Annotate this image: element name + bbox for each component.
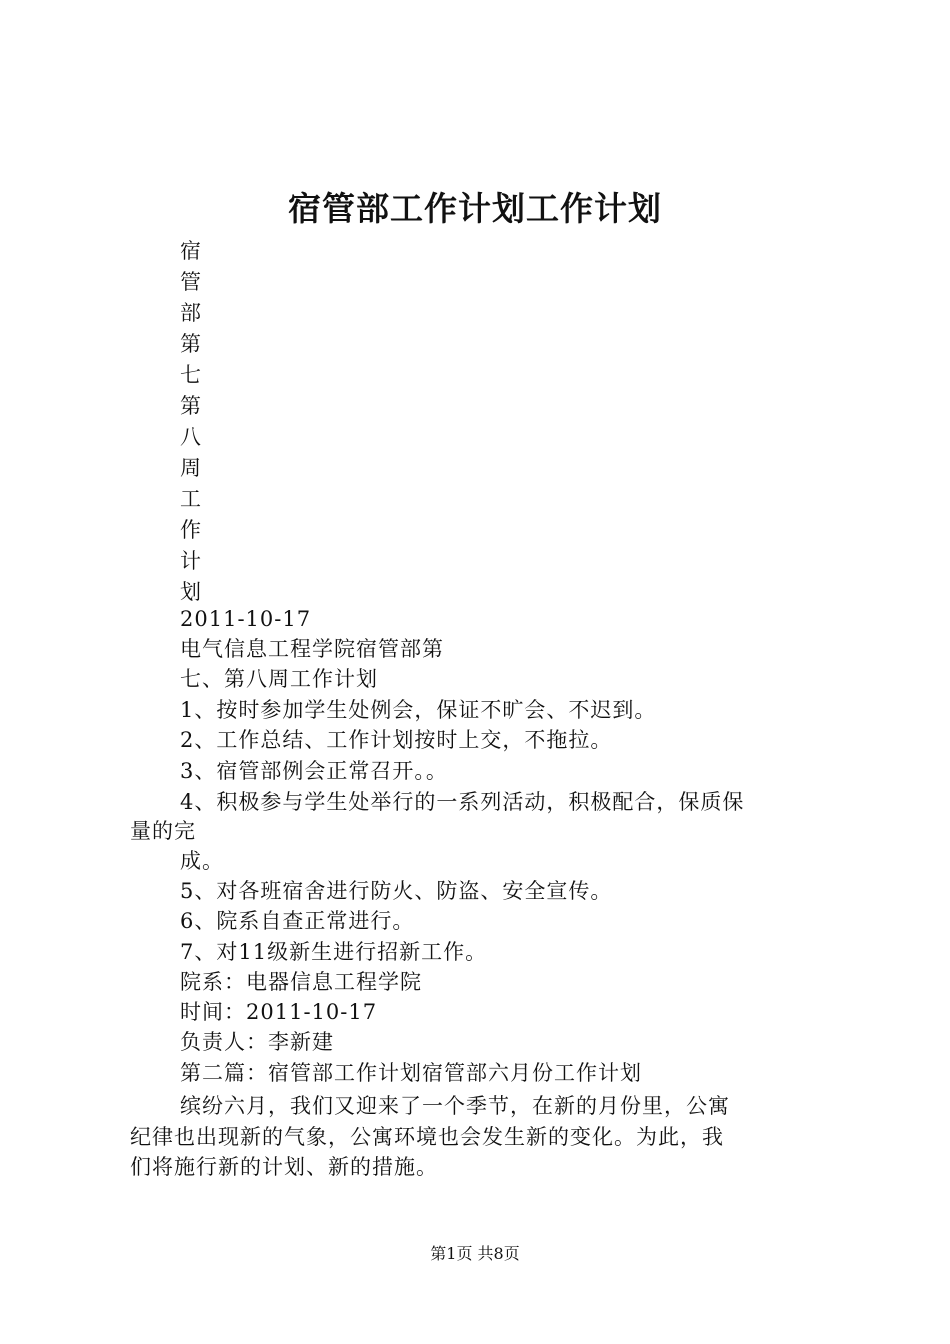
heading-line: 电气信息工程学院宿管部第 (180, 637, 444, 661)
vertical-heading-char: 七 (180, 363, 201, 387)
time-line: 时间：2011-10-17 (180, 1000, 378, 1024)
list-item: 3、宿管部例会正常召开。。 (180, 759, 448, 783)
owner-line: 负责人：李新建 (180, 1030, 334, 1054)
vertical-heading-char: 部 (180, 301, 201, 325)
vertical-heading-char: 作 (180, 518, 201, 542)
vertical-heading-char: 计 (180, 549, 201, 573)
list-item: 4、积极参与学生处举行的一系列活动，积极配合，保质保 (180, 790, 745, 814)
paragraph-line: 缤纷六月，我们又迎来了一个季节，在新的月份里，公寓 (180, 1094, 730, 1118)
paragraph-line: 们将施行新的计划、新的措施。 (130, 1155, 438, 1179)
vertical-heading-char: 划 (180, 580, 201, 604)
page-footer: 第1页 共8页 (430, 1244, 520, 1263)
vertical-heading-char: 管 (180, 270, 201, 294)
vertical-heading-char: 第 (180, 332, 201, 356)
vertical-heading-char: 周 (180, 456, 201, 480)
list-item: 2、工作总结、工作计划按时上交，不拖拉。 (180, 728, 613, 752)
list-item: 1、按时参加学生处例会，保证不旷会、不迟到。 (180, 698, 657, 722)
heading-line: 七、第八周工作计划 (180, 667, 378, 691)
document-title: 宿管部工作计划工作计划 (288, 189, 662, 228)
list-item: 5、对各班宿舍进行防火、防盗、安全宣传。 (180, 879, 613, 903)
list-item: 6、院系自查正常进行。 (180, 909, 415, 933)
department-line: 院系：电器信息工程学院 (180, 970, 422, 994)
list-item: 7、对11级新生进行招新工作。 (180, 940, 488, 964)
vertical-heading-char: 八 (180, 425, 201, 449)
vertical-heading-char: 宿 (180, 239, 201, 263)
second-article-title: 第二篇：宿管部工作计划宿管部六月份工作计划 (180, 1061, 642, 1085)
document-date: 2011-10-17 (180, 607, 312, 631)
list-item-continuation: 成。 (180, 849, 224, 873)
paragraph-line: 纪律也出现新的气象，公寓环境也会发生新的变化。为此，我 (130, 1125, 724, 1149)
vertical-heading-char: 工 (180, 487, 201, 511)
vertical-heading-char: 第 (180, 394, 201, 418)
list-item-continuation: 量的完 (130, 819, 196, 843)
